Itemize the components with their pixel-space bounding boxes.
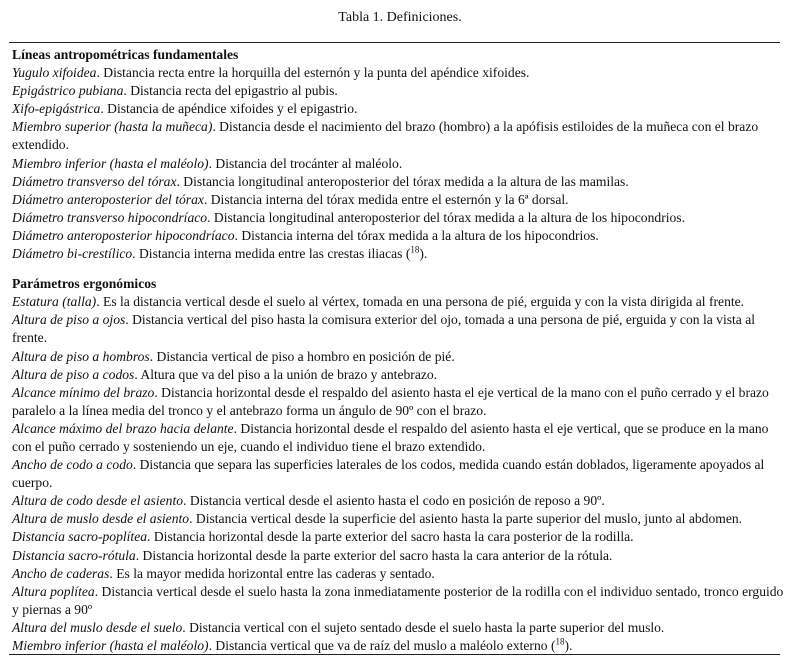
definition-entry — [12, 191, 784, 209]
definition-entry — [12, 173, 784, 191]
definition-text: . Distancia interna del tórax medida a la altura de los hipocondrios. — [234, 227, 599, 243]
definition-entry — [12, 528, 784, 546]
definition-text: . Distancia del trocánter al maléolo. — [208, 155, 403, 171]
definition-text-end: ). — [564, 638, 573, 653]
table-body — [12, 46, 784, 655]
definition-text: . Distancia vertical de piso a hombro en posición de pié. — [149, 348, 455, 364]
definition-text: . Distancia interna medida entre las crestas iliacas ( — [132, 246, 411, 262]
definition-text: . Distancia vertical desde la superficie del asiento hasta la parte superior del muslo, junto al abdomen. — [189, 511, 743, 527]
definition-entry — [12, 293, 784, 311]
definition-text: . Distancia longitudinal anteroposterior del tórax medida a la altura de los hipocondrios. — [207, 209, 685, 225]
definition-term: Altura de piso a ojos — [12, 312, 126, 328]
definition-term: Alcance mínimo del brazo — [12, 384, 155, 400]
definition-entry — [12, 82, 784, 100]
definition-entry — [12, 311, 784, 347]
definition-entry — [12, 420, 784, 456]
definition-term: Epigástrico pubiana — [12, 83, 124, 99]
definition-text: . Es la distancia vertical desde el suelo al vértex, tomada en una persona de pié, erguida y con la vista dirigida al frente. — [96, 294, 745, 310]
definition-term: Diámetro bi-crestílico — [12, 246, 133, 262]
definition-term: Xifo-epigástrica — [12, 101, 101, 117]
definition-term: Diámetro transverso del tórax — [12, 173, 177, 189]
definition-term: Altura poplítea — [12, 583, 95, 599]
definition-text: . Distancia longitudinal anteroposterior del tórax medida a la altura de las mamilas. — [176, 173, 629, 189]
definition-entry — [12, 547, 784, 565]
definition-entry — [12, 245, 784, 263]
definition-term: Distancia sacro-rótula — [12, 547, 136, 563]
definition-term: Diámetro anteroposterior hipocondríaco — [12, 227, 235, 243]
definition-text: . Distancia vertical con el sujeto sentado desde el suelo hasta la parte superior del muslo. — [182, 619, 665, 635]
reference-superscript: 18 — [410, 244, 420, 255]
definition-term: Distancia sacro-poplítea — [12, 529, 148, 545]
definition-text: . Distancia desde el nacimiento del brazo (hombro) a la apófisis estiloides de la muñeca con el brazo extendido. — [12, 119, 759, 153]
definition-term: Alcance máximo del brazo hacia delante — [12, 420, 234, 436]
definition-text: . Distancia vertical desde el suelo hasta la zona inmediatamente posterior de la rodilla con el individuo sentado, tronco erguido y piernas a 90º — [12, 583, 784, 617]
definition-text: . Distancia vertical desde el asiento hasta el codo en posición de reposo a 90º. — [183, 493, 605, 509]
definition-text: . Distancia horizontal desde la parte exterior del sacro hasta la cara anterior de la rótula. — [135, 547, 613, 563]
definition-text: . Distancia vertical del piso hasta la comisura exterior del ojo, tomada a una persona de pié, erguida y con la vista al frente. — [12, 312, 756, 346]
definition-term: Miembro superior (hasta la muñeca) — [12, 119, 213, 135]
definition-text: . Distancia horizontal desde la parte exterior del sacro hasta la cara posterior de la rodilla. — [147, 529, 634, 545]
definition-term: Altura de piso a hombros — [12, 348, 150, 364]
bottom-rule — [9, 654, 780, 655]
definition-term: Miembro inferior (hasta el maléolo) — [12, 155, 209, 171]
definition-text: . Distancia recta entre la horquilla del esternón y la punta del apéndice xifoides. — [96, 65, 530, 81]
definition-entry — [12, 348, 784, 366]
definition-text: . Distancia recta del epigastrio al pubis. — [123, 83, 338, 99]
table-caption: Tabla 1. Definiciones. — [338, 10, 462, 25]
definition-term: Yugulo xifoidea — [12, 65, 97, 81]
definition-text: . Altura que va del piso a la unión de brazo y antebrazo. — [134, 366, 438, 382]
definition-text: . Distancia de apéndice xifoides y el epigastrio. — [100, 101, 358, 117]
top-rule — [9, 42, 780, 43]
definition-entry — [12, 64, 784, 82]
definition-text-end: ). — [419, 246, 428, 262]
definition-text: . Distancia horizontal desde el respaldo del asiento hasta el eje vertical de la mano con el puño cerrado y el brazo paralelo a la línea media del tronco y el antebrazo forma un ángulo de 90º con el brazo. — [12, 384, 769, 418]
definition-term: Altura de piso a codos — [12, 366, 135, 382]
definition-entry — [12, 384, 784, 420]
definitions-section — [12, 46, 784, 263]
section-title: Parámetros ergonómicos — [12, 276, 157, 292]
definition-text: . Distancia interna del tórax medida entre el esternón y la 6ª dorsal. — [203, 191, 569, 207]
definition-entry — [12, 510, 784, 528]
definition-term: Estatura (talla) — [12, 294, 97, 310]
definition-entry — [12, 100, 784, 118]
definition-term: Miembro inferior (hasta el maléolo) — [12, 638, 209, 653]
reference-superscript: 18 — [555, 636, 565, 647]
definition-entry — [12, 155, 784, 173]
definition-term: Diámetro anteroposterior del tórax — [12, 191, 204, 207]
definition-text: . Distancia horizontal desde el respaldo del asiento hasta el eje vertical, que se produce en la mano con el puño cerrado y sosteniendo un eje, cuando el individuo tiene el brazo extendido. — [12, 420, 769, 454]
definition-entry — [12, 565, 784, 583]
definition-entry — [12, 209, 784, 227]
definition-term: Altura del muslo desde el suelo — [12, 619, 183, 635]
definition-text: . Distancia que separa las superficies laterales de los codos, medida cuando están doblados, ligeramente apoyados al cuerpo. — [12, 457, 765, 491]
definition-entry — [12, 456, 784, 492]
definition-entry — [12, 583, 784, 619]
definition-term: Altura de codo desde el asiento — [12, 493, 184, 509]
definition-text: . Es la mayor medida horizontal entre las caderas y sentado. — [109, 565, 435, 581]
definition-entry — [12, 492, 784, 510]
definition-term: Ancho de caderas — [12, 565, 110, 581]
section-title: Líneas antropométricas fundamentales — [12, 47, 239, 62]
definition-term: Ancho de codo a codo — [12, 457, 133, 473]
definition-entry — [12, 619, 784, 637]
definition-entry — [12, 637, 784, 655]
definition-entry — [12, 227, 784, 245]
definition-term: Diámetro transverso hipocondríaco — [12, 209, 208, 225]
definition-term: Altura de muslo desde el asiento — [12, 511, 190, 527]
definition-entry — [12, 118, 784, 154]
definitions-section — [12, 275, 784, 655]
definition-entry — [12, 366, 784, 384]
definition-text: . Distancia vertical que va de raíz del muslo a maléolo externo ( — [208, 638, 556, 653]
